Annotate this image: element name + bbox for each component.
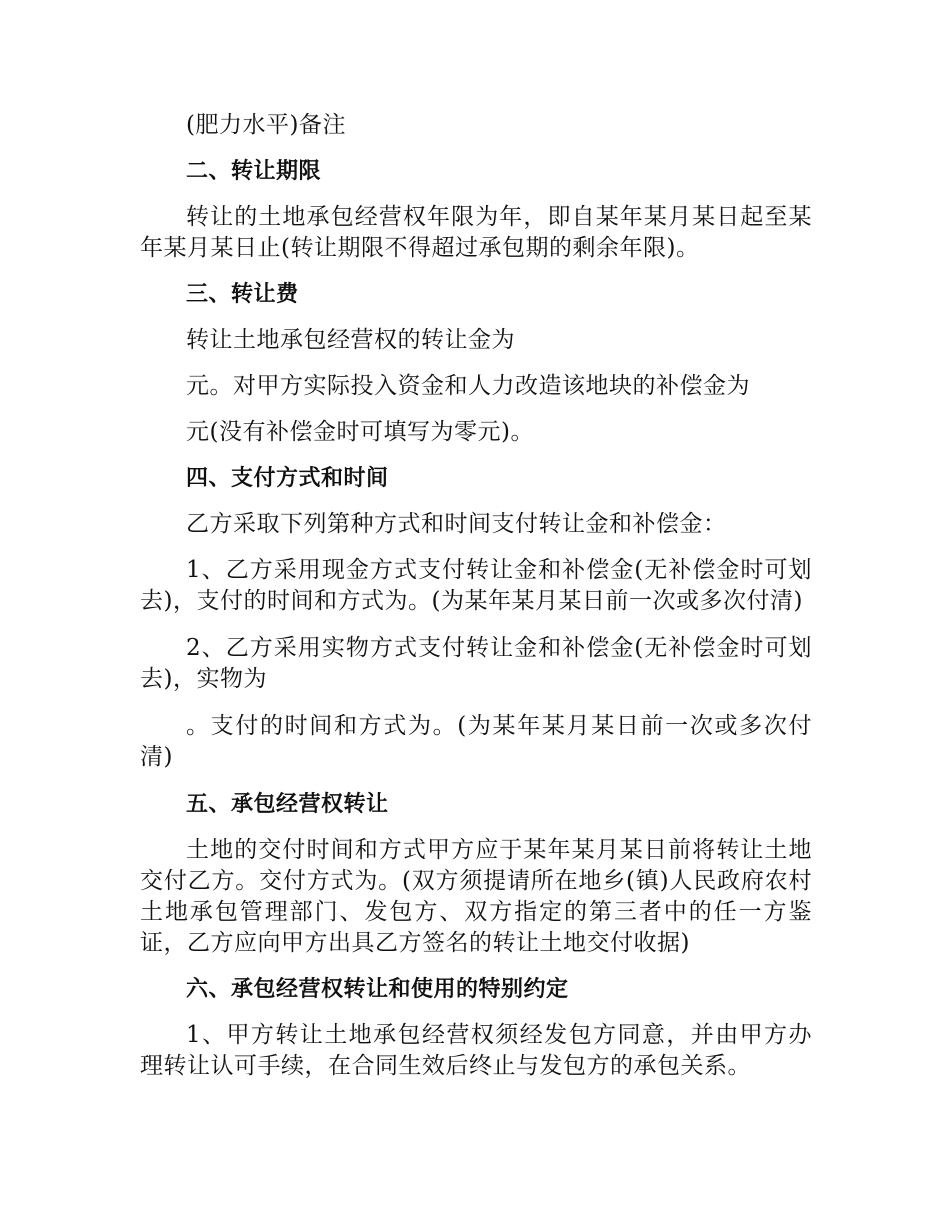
heading-transfer-fee: 三、转让费 [186,282,299,307]
paragraph-compensation: 元。对甲方实际投入资金和人力改造该地块的补偿金为 [186,373,750,399]
heading-transfer-term: 二、转让期限 [186,159,322,184]
heading-special-agreement: 六、承包经营权转让和使用的特别约定 [186,977,569,1002]
paragraph-payment-kind-time: 。支付的时间和方式为。(为某年某月某日前一次或多次付清) [140,713,812,770]
heading-rights-transfer: 五、承包经营权转让 [186,792,389,817]
document-body [140,110,812,1082]
paragraph-special-agreement-1: 1、甲方转让土地承包经营权须经发包方同意，并由甲方办理转让认可手续，在合同生效后终止与发包方的承包关系。 [140,1022,812,1079]
paragraph-payment-cash: 1、乙方采用现金方式支付转让金和补偿金(无补偿金时可划去)，支付的时间和方式为。(为某年某月某日前一次或多次付清) [140,557,812,614]
paragraph-transfer-amount: 转让土地承包经营权的转让金为 [186,327,515,353]
paragraph-compensation-note: 元(没有补偿金时可填写为零元)。 [186,419,534,445]
paragraph-transfer-term: 转让的土地承包经营权年限为年，即自某年某月某日起至某年某月某日止(转让期限不得超过承包期的剩余年限)。 [140,204,812,261]
paragraph-land-delivery: 土地的交付时间和方式甲方应于某年某月某日前将转让土地交付乙方。交付方式为。(双方须提请所在地乡(镇)人民政府农村土地承包管理部门、发包方、双方指定的第三者中的任一方鉴证，乙方应向甲方出具乙方签名的转让土地交付收据) [140,837,812,956]
paragraph-fertility-note: (肥力水平)备注 [186,112,346,138]
heading-payment-method: 四、支付方式和时间 [186,466,389,491]
paragraph-payment-kind: 2、乙方采用实物方式支付转让金和补偿金(无补偿金时可划去)，实物为 [140,635,812,692]
paragraph-payment-intro: 乙方采取下列第种方式和时间支付转让金和补偿金： [186,511,727,537]
